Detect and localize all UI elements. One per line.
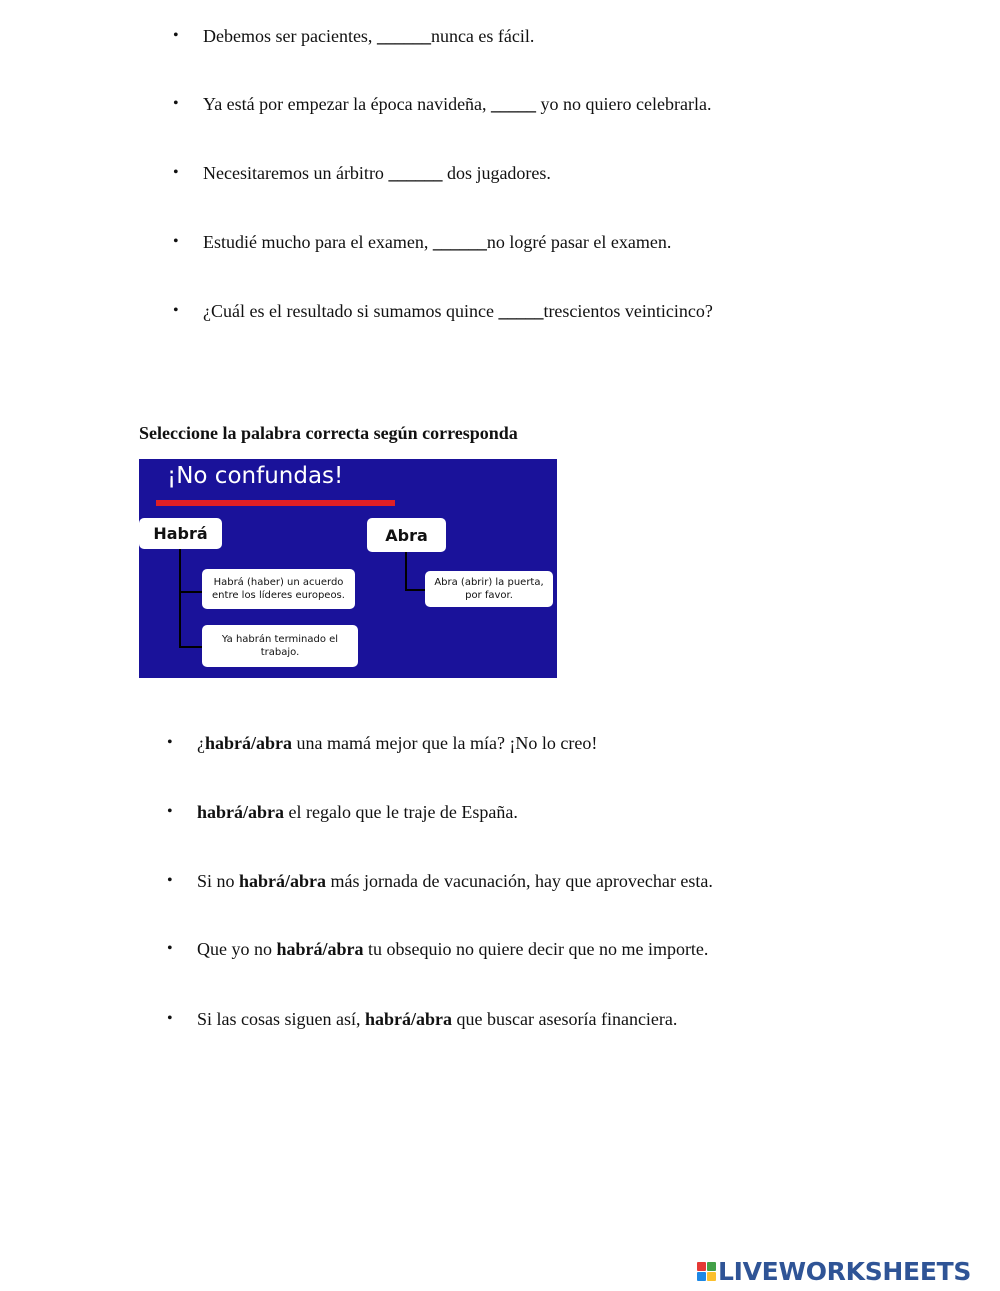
sentence-after: que buscar asesoría financiera.: [452, 1009, 678, 1029]
sentence-after: nunca es fácil.: [430, 26, 535, 46]
sentence-before: Debemos ser pacientes,: [203, 26, 377, 46]
abra-example: [425, 571, 553, 607]
bullet-icon: •: [167, 734, 173, 751]
sentence-before: Estudié mucho para el examen,: [203, 232, 433, 252]
list-item: [173, 93, 712, 115]
list-item: [173, 300, 713, 322]
habra-abra-diagram: [139, 459, 557, 678]
bullet-icon: •: [167, 872, 173, 889]
diagram-title: ¡No confundas!: [167, 463, 344, 489]
sentence-after: más jornada de vacunación, hay que aprovechar esta.: [326, 871, 713, 891]
bullet-icon: •: [167, 1010, 173, 1027]
sentence-before: Si no: [197, 871, 240, 891]
list-item: [167, 870, 713, 892]
liveworksheets-logo[interactable]: [697, 1256, 971, 1286]
example-text: Ya habrán terminado el: [221, 634, 339, 645]
sentence-before: Ya está por empezar la época navideña,: [203, 94, 492, 114]
sentence-after: el regalo que le traje de España.: [284, 802, 518, 822]
connector-line: [179, 591, 203, 593]
list-item: [173, 162, 551, 184]
sentence-before: ¿Cuál es el resultado si sumamos quince: [203, 301, 499, 321]
choice-select[interactable]: habrá/abra: [239, 871, 327, 891]
sentence-after: dos jugadores.: [442, 163, 551, 183]
example-text: entre los líderes europeos.: [212, 590, 345, 601]
logo-text: LIVEWORKSHEETS: [718, 1256, 972, 1286]
connector-line: [179, 646, 203, 648]
example-text: Abra (abrir) la puerta,: [434, 577, 544, 588]
list-item: [173, 231, 672, 253]
list-item: [167, 1008, 678, 1030]
sentence-after: trescientos veinticinco?: [543, 301, 713, 321]
blank-field[interactable]: _____: [491, 94, 537, 114]
example-text: por favor.: [465, 590, 513, 601]
sentence-before: Necesitaremos un árbitro: [203, 163, 389, 183]
example-text: trabajo.: [260, 647, 300, 658]
sentence-after: no logré pasar el examen.: [486, 232, 672, 252]
habra-example-2: [202, 625, 358, 667]
abra-label: Abra: [367, 518, 446, 552]
sentence-after: una mamá mejor que la mía? ¡No lo creo!: [292, 733, 598, 753]
choice-select[interactable]: habrá/abra: [205, 733, 293, 753]
sentence-after: tu obsequio no quiere decir que no me importe.: [363, 939, 709, 959]
habra-example-1: [202, 569, 355, 609]
blank-field[interactable]: ______: [432, 232, 487, 252]
sentence-before: Que yo no: [197, 939, 277, 959]
bullet-icon: •: [173, 164, 179, 181]
sentence-before: Si las cosas siguen así,: [197, 1009, 365, 1029]
blank-field[interactable]: ______: [388, 163, 443, 183]
liveworksheets-logo-icon: [697, 1262, 716, 1281]
blank-field[interactable]: _____: [498, 301, 544, 321]
section-heading: Seleccione la palabra correcta según corresponda: [139, 423, 518, 443]
connector-line: [179, 549, 181, 647]
bullet-icon: •: [173, 302, 179, 319]
habra-label: Habrá: [139, 518, 222, 549]
sentence-before: ¿: [197, 733, 205, 753]
connector-line: [405, 552, 407, 590]
bullet-icon: •: [167, 940, 173, 957]
title-underline: [156, 500, 395, 506]
list-item: [173, 25, 535, 47]
choice-select[interactable]: habrá/abra: [365, 1009, 453, 1029]
bullet-icon: •: [173, 95, 179, 112]
bullet-icon: •: [167, 803, 173, 820]
example-text: Habrá (haber) un acuerdo: [213, 577, 344, 588]
blank-field[interactable]: ______: [376, 26, 431, 46]
list-item: [167, 938, 709, 960]
choice-select[interactable]: habrá/abra: [276, 939, 364, 959]
sentence-after: yo no quiero celebrarla.: [536, 94, 712, 114]
list-item: [167, 732, 598, 754]
connector-line: [405, 589, 425, 591]
list-item: [167, 801, 518, 823]
bullet-icon: •: [173, 233, 179, 250]
choice-select[interactable]: habrá/abra: [197, 802, 285, 822]
bullet-icon: •: [173, 27, 179, 44]
